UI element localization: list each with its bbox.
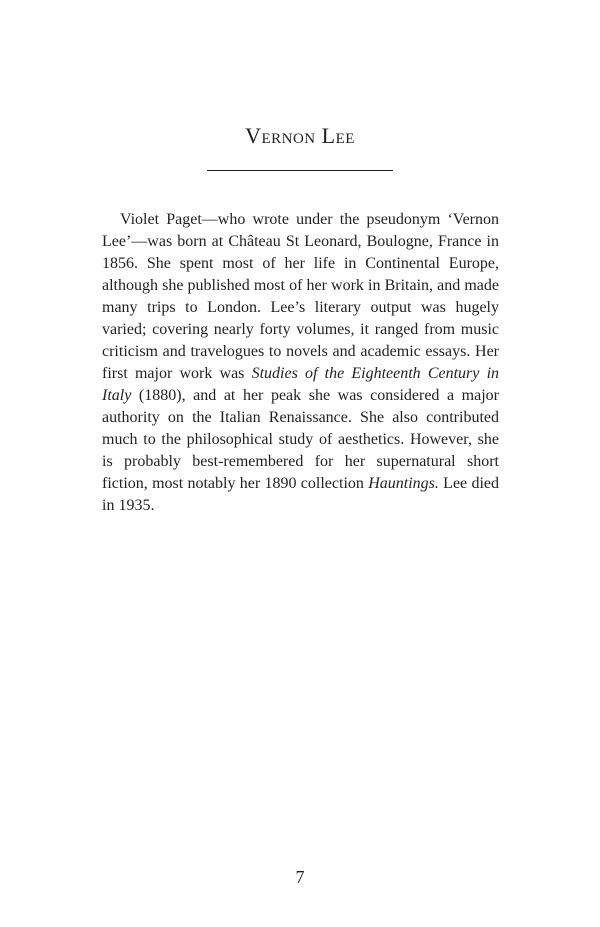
author-heading: Vernon Lee [245, 123, 355, 148]
biography-ending-text: Lee died in 1935. [102, 475, 499, 514]
book-title-studies: Studies of the Eighteenth Century in Italy [102, 365, 500, 404]
biography-middle-text: (1880), and at her peak she was considered a major authority on the Italian Renaissance. She also contributed much to the philosophical study of aesthetics. However, she is probably best-remembered for her supernatural short fiction, most notably her 1890 collection [102, 387, 499, 492]
book-title-hauntings: Hauntings. [368, 475, 439, 492]
author-biography [102, 209, 499, 517]
heading-divider [207, 170, 393, 171]
biography-intro-text: Violet Paget—who wrote under the pseudonym ‘Vernon Lee’—was born at Château St Leonard, Boulogne, France in 1856. She spent most of her life in Continental Europe, although she published most of her work in Britain, and made many trips to London. Lee’s literary output was hugely varied; covering nearly forty volumes, it ranged from music criticism and travelogues to novels and academic essays. Her first major work was [102, 211, 499, 382]
page-number: 7 [295, 867, 305, 887]
